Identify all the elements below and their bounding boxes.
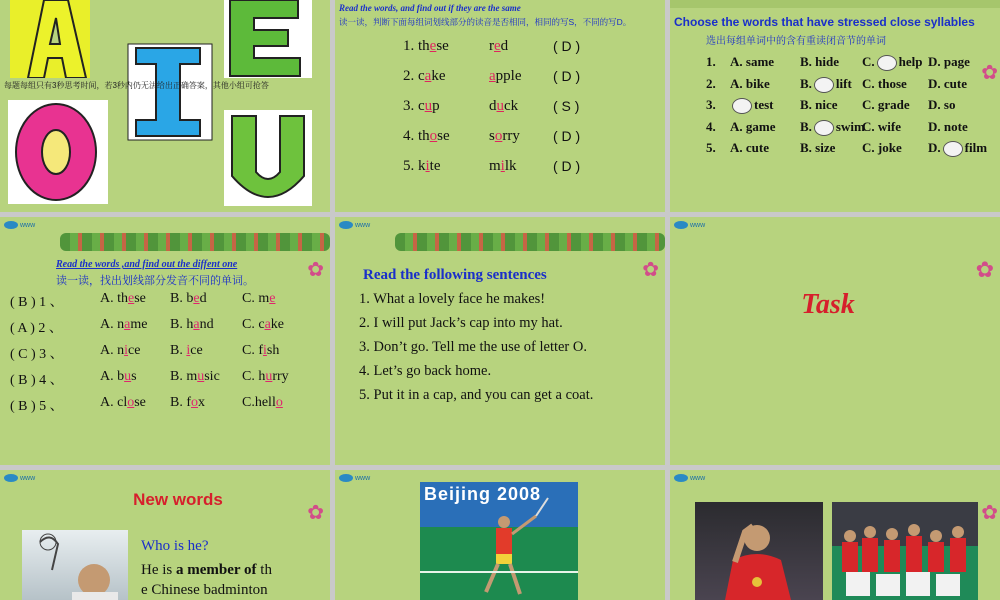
odd-one-row (10, 343, 320, 363)
match-row (403, 158, 603, 175)
word-part: se (134, 291, 146, 306)
word-one (418, 98, 440, 114)
odd-one-row (10, 395, 320, 415)
slide7-line2: e Chinese badminton (141, 582, 268, 598)
slide-thumbnail-3[interactable] (670, 0, 1000, 212)
word-part: th (418, 128, 430, 144)
answer-paren: ( B ) 4 、 (10, 373, 64, 388)
slide7-line1-c: th (256, 562, 272, 578)
word-part: x (198, 395, 205, 410)
village-banner-icon (60, 233, 330, 251)
word-one (418, 158, 441, 174)
site-logo: www (674, 474, 705, 482)
option-word (242, 395, 283, 411)
match-row (403, 98, 603, 115)
option-word (170, 395, 205, 411)
word-two (489, 38, 508, 55)
word-part: A. b (100, 369, 125, 384)
option-text: A. bike (730, 75, 770, 91)
underlined-letter: i (425, 158, 430, 174)
option-text: A. game (730, 118, 776, 134)
flower-decoration-icon: ✿ (642, 259, 659, 281)
option-word (242, 369, 289, 385)
smiley-face-icon (943, 141, 963, 157)
word-part: B. m (170, 369, 198, 384)
slide7-line1-b: a member of (176, 562, 257, 578)
slide7-title: New words (133, 490, 223, 509)
word-part: C. f (242, 343, 263, 358)
row-number: 1. (706, 54, 716, 69)
choice-row (670, 97, 1000, 115)
underlined-letter: e (269, 291, 276, 306)
letter-a-shape (10, 0, 90, 78)
option-word (100, 395, 146, 411)
word-part: A. n (100, 343, 125, 358)
answer-text: ( D ) (553, 128, 581, 144)
option-text: A. same (730, 54, 775, 69)
option-word: help (898, 54, 923, 69)
word-part: ce (128, 343, 141, 358)
letter-o-icon (8, 100, 108, 209)
word-part: rry (502, 128, 520, 144)
option-word: test (754, 97, 774, 112)
option-word (170, 291, 207, 307)
underlined-letter: o (191, 395, 198, 410)
answer-text: ( D ) (553, 38, 581, 54)
underlined-letter: a (193, 317, 200, 332)
word-part: th (418, 38, 430, 54)
odd-one-row (10, 291, 320, 311)
slide-header (670, 217, 1000, 253)
flower-decoration-icon: ✿ (981, 502, 998, 524)
row-number: 3. (706, 97, 716, 112)
word-part: C. c (242, 317, 265, 332)
underlined-letter: a (489, 68, 496, 84)
word-part: se (436, 38, 449, 54)
choice-row (670, 119, 1000, 137)
option-word (170, 317, 214, 333)
answer-paren: ( C ) 3 、 (10, 347, 64, 362)
smiley-face-icon (732, 98, 752, 114)
flower-decoration-icon: ✿ (307, 259, 324, 281)
choice-row (670, 54, 1000, 72)
slide-header (670, 470, 1000, 506)
word-part: k (418, 158, 426, 174)
match-row (403, 38, 603, 55)
slide-thumbnail-9[interactable] (670, 470, 1000, 600)
beijing-banner: Beijing 2008 (424, 484, 542, 504)
underlined-letter: e (429, 38, 437, 54)
selected-option (928, 140, 987, 157)
underlined-letter: e (193, 291, 200, 306)
word-part: sic (204, 369, 220, 384)
word-part: B. f (170, 395, 191, 410)
slide-thumbnail-4[interactable] (0, 217, 330, 465)
site-logo: www (4, 221, 35, 229)
option-word: swim (835, 118, 865, 134)
underlined-letter: u (265, 369, 273, 384)
word-part: lk (504, 158, 517, 174)
word-two (489, 68, 522, 85)
slide-thumbnail-5[interactable] (335, 217, 665, 465)
underlined-letter: e (128, 291, 135, 306)
underlined-letter: a (424, 68, 432, 84)
sentence-row: 1. What a lovely face he makes! (359, 291, 546, 307)
word-part: rry (272, 369, 289, 384)
letter-e-icon (224, 0, 314, 85)
option-word (242, 343, 279, 359)
sentence-row: 3. Don’t go. Tell me the use of letter O. (359, 339, 587, 355)
flower-decoration-icon: ✿ (981, 62, 998, 84)
slide5-title: Read the following sentences (363, 267, 547, 283)
selected-option (800, 119, 865, 136)
word-two (489, 98, 518, 115)
slide3-title: Choose the words that have stressed close syllables (674, 15, 975, 29)
word-part: se (134, 395, 146, 410)
option-text: B. hide (800, 54, 840, 69)
slide-thumbnail-7[interactable] (0, 470, 330, 600)
word-part: A. n (100, 317, 125, 332)
slide7-question: Who is he? (141, 538, 209, 554)
selected-option (800, 76, 852, 93)
option-letter: B. (800, 118, 812, 134)
answer-text: ( D ) (553, 158, 581, 174)
option-text: C. wife (862, 118, 901, 134)
word-part: r (489, 38, 494, 54)
underlined-letter: o (127, 395, 135, 410)
word-part: ke (431, 68, 446, 84)
word-part: ck (504, 98, 519, 114)
word-part: sh (266, 343, 280, 358)
slide-thumbnail-2[interactable] (335, 0, 665, 212)
option-word (242, 291, 275, 307)
answer-text: ( D ) (553, 68, 581, 84)
underlined-letter: u (197, 369, 205, 384)
selected-option (730, 97, 774, 114)
slide-thumbnail-1[interactable] (0, 0, 330, 212)
option-word: film (964, 140, 988, 155)
word-part: B. b (170, 291, 194, 306)
option-text: D. cute (928, 75, 967, 91)
word-part: d (500, 38, 509, 54)
option-text: C. those (862, 75, 907, 91)
slide6-title: Task (801, 289, 855, 320)
row-number: 4. (403, 128, 415, 144)
odd-one-row (10, 369, 320, 389)
site-logo: www (339, 474, 370, 482)
word-part: d (489, 98, 497, 114)
village-banner-icon (395, 233, 665, 251)
row-number: 5. (403, 158, 415, 174)
word-part: C.hell (242, 395, 276, 410)
word-part: c (418, 98, 425, 114)
match-row (403, 68, 603, 85)
option-text: C. grade (862, 97, 910, 112)
word-part: nd (199, 317, 214, 332)
word-part: C. m (242, 291, 270, 306)
slide4-instructions: 读一读，找出划线部分发音不同的单词。 (56, 275, 254, 287)
team-photo (832, 502, 978, 600)
word-two (489, 158, 517, 175)
word-part: d (199, 291, 207, 306)
slide-thumbnail-6[interactable] (670, 217, 1000, 465)
row-number: 4. (706, 118, 716, 134)
slide7-line1-a: He is (141, 562, 176, 578)
slide-header (0, 217, 330, 253)
flower-decoration-icon: ✿ (975, 257, 994, 282)
row-number: 1. (403, 38, 415, 54)
option-text: B. size (800, 140, 836, 155)
rules-note: 每题每组只有3秒思考时间，若3秒内仍无法给出正确答案，其他小组可抢答 (4, 81, 269, 90)
site-logo: www (4, 474, 35, 482)
slide2-title: Read the words, and find out if they are the same (339, 3, 521, 13)
sentence-row: 2. I will put Jack’s cap into my hat. (359, 315, 563, 331)
site-logo: www (339, 221, 370, 229)
slide-header (335, 217, 665, 253)
match-row (403, 128, 603, 145)
choice-row (670, 140, 1000, 158)
word-part: c (418, 68, 425, 84)
player-photo (22, 530, 128, 600)
word-part: p (432, 98, 440, 114)
smiley-face-icon (814, 120, 834, 136)
word-part: ke (270, 317, 284, 332)
option-word: lift (835, 75, 852, 91)
underlined-letter: u (424, 98, 433, 114)
option-letter: C. (862, 54, 875, 69)
word-part: s (131, 369, 137, 384)
row-number: 3. (403, 98, 415, 114)
slide2-instructions: 读一读，判断下面每组词划线部分的读音是否相同，相同的写S，不同的写D。 (339, 17, 632, 27)
word-part: me (130, 317, 148, 332)
underlined-letter: u (124, 369, 132, 384)
row-number: 2. (403, 68, 415, 84)
option-word (170, 369, 220, 385)
smiley-face-icon (814, 77, 834, 93)
option-letter: D. (928, 140, 941, 155)
underlined-letter: a (264, 317, 271, 332)
letter-u-icon (224, 110, 312, 211)
answer-paren: ( B ) 1 、 (10, 295, 64, 310)
slide7-line1 (141, 562, 272, 579)
site-logo: www (674, 221, 705, 229)
word-part: s (489, 128, 495, 144)
slide-thumbnail-8[interactable] (335, 470, 665, 600)
word-part: pple (495, 68, 522, 84)
word-part: B. h (170, 317, 194, 332)
word-part: A. th (100, 291, 128, 306)
option-text: B. nice (800, 97, 838, 112)
word-one (418, 128, 450, 144)
word-part: ce (190, 343, 203, 358)
word-one (418, 38, 449, 54)
option-word (100, 343, 140, 359)
option-text: C. joke (862, 140, 902, 155)
option-word (100, 317, 147, 333)
word-part: te (429, 158, 441, 174)
word-part: C. h (242, 369, 266, 384)
underlined-letter: i (500, 158, 505, 174)
olympic-photo (420, 482, 578, 600)
underlined-letter: o (429, 128, 438, 144)
option-word (100, 369, 137, 385)
underlined-letter: i (186, 343, 191, 358)
underlined-letter: u (496, 98, 504, 114)
option-word (170, 343, 203, 359)
salute-photo (695, 502, 823, 600)
answer-text: ( S ) (553, 98, 580, 114)
word-part: m (489, 158, 501, 174)
slide4-title: Read the words ,and find out the diffent one (56, 259, 238, 270)
letter-a-icon (10, 0, 90, 78)
word-part: B. (170, 343, 187, 358)
flower-decoration-icon: ✿ (307, 502, 324, 524)
option-word (100, 291, 146, 307)
selected-option (862, 54, 922, 71)
word-part: A. cl (100, 395, 128, 410)
row-number: 2. (706, 75, 716, 91)
letter-i-icon (124, 40, 216, 149)
word-two (489, 128, 520, 145)
underlined-letter: o (275, 395, 283, 410)
underlined-letter: a (124, 317, 131, 332)
option-text: A. cute (730, 140, 769, 155)
sentence-row: 5. Put it in a cap, and you can get a coat. (359, 387, 594, 403)
word-part: se (437, 128, 450, 144)
option-text: D. note (928, 118, 968, 134)
answer-paren: ( B ) 5 、 (10, 399, 64, 414)
underlined-letter: o (494, 128, 503, 144)
odd-one-row (10, 317, 320, 337)
underlined-letter: i (124, 343, 129, 358)
row-number: 5. (706, 140, 716, 155)
sentence-row: 4. Let’s go back home. (359, 363, 492, 379)
option-word (242, 317, 284, 333)
choice-row (670, 76, 1000, 94)
underlined-letter: i (263, 343, 267, 358)
option-text: D. page (928, 54, 970, 69)
answer-paren: ( A ) 2 、 (10, 321, 63, 336)
slide3-instructions: 选出每组单词中的含有重读闭音节的单词 (706, 36, 886, 47)
smiley-face-icon (877, 55, 897, 71)
header-strip (670, 0, 1000, 8)
option-text: D. so (928, 97, 956, 112)
option-letter: B. (800, 75, 812, 91)
underlined-letter: e (494, 38, 501, 54)
word-one (418, 68, 446, 84)
